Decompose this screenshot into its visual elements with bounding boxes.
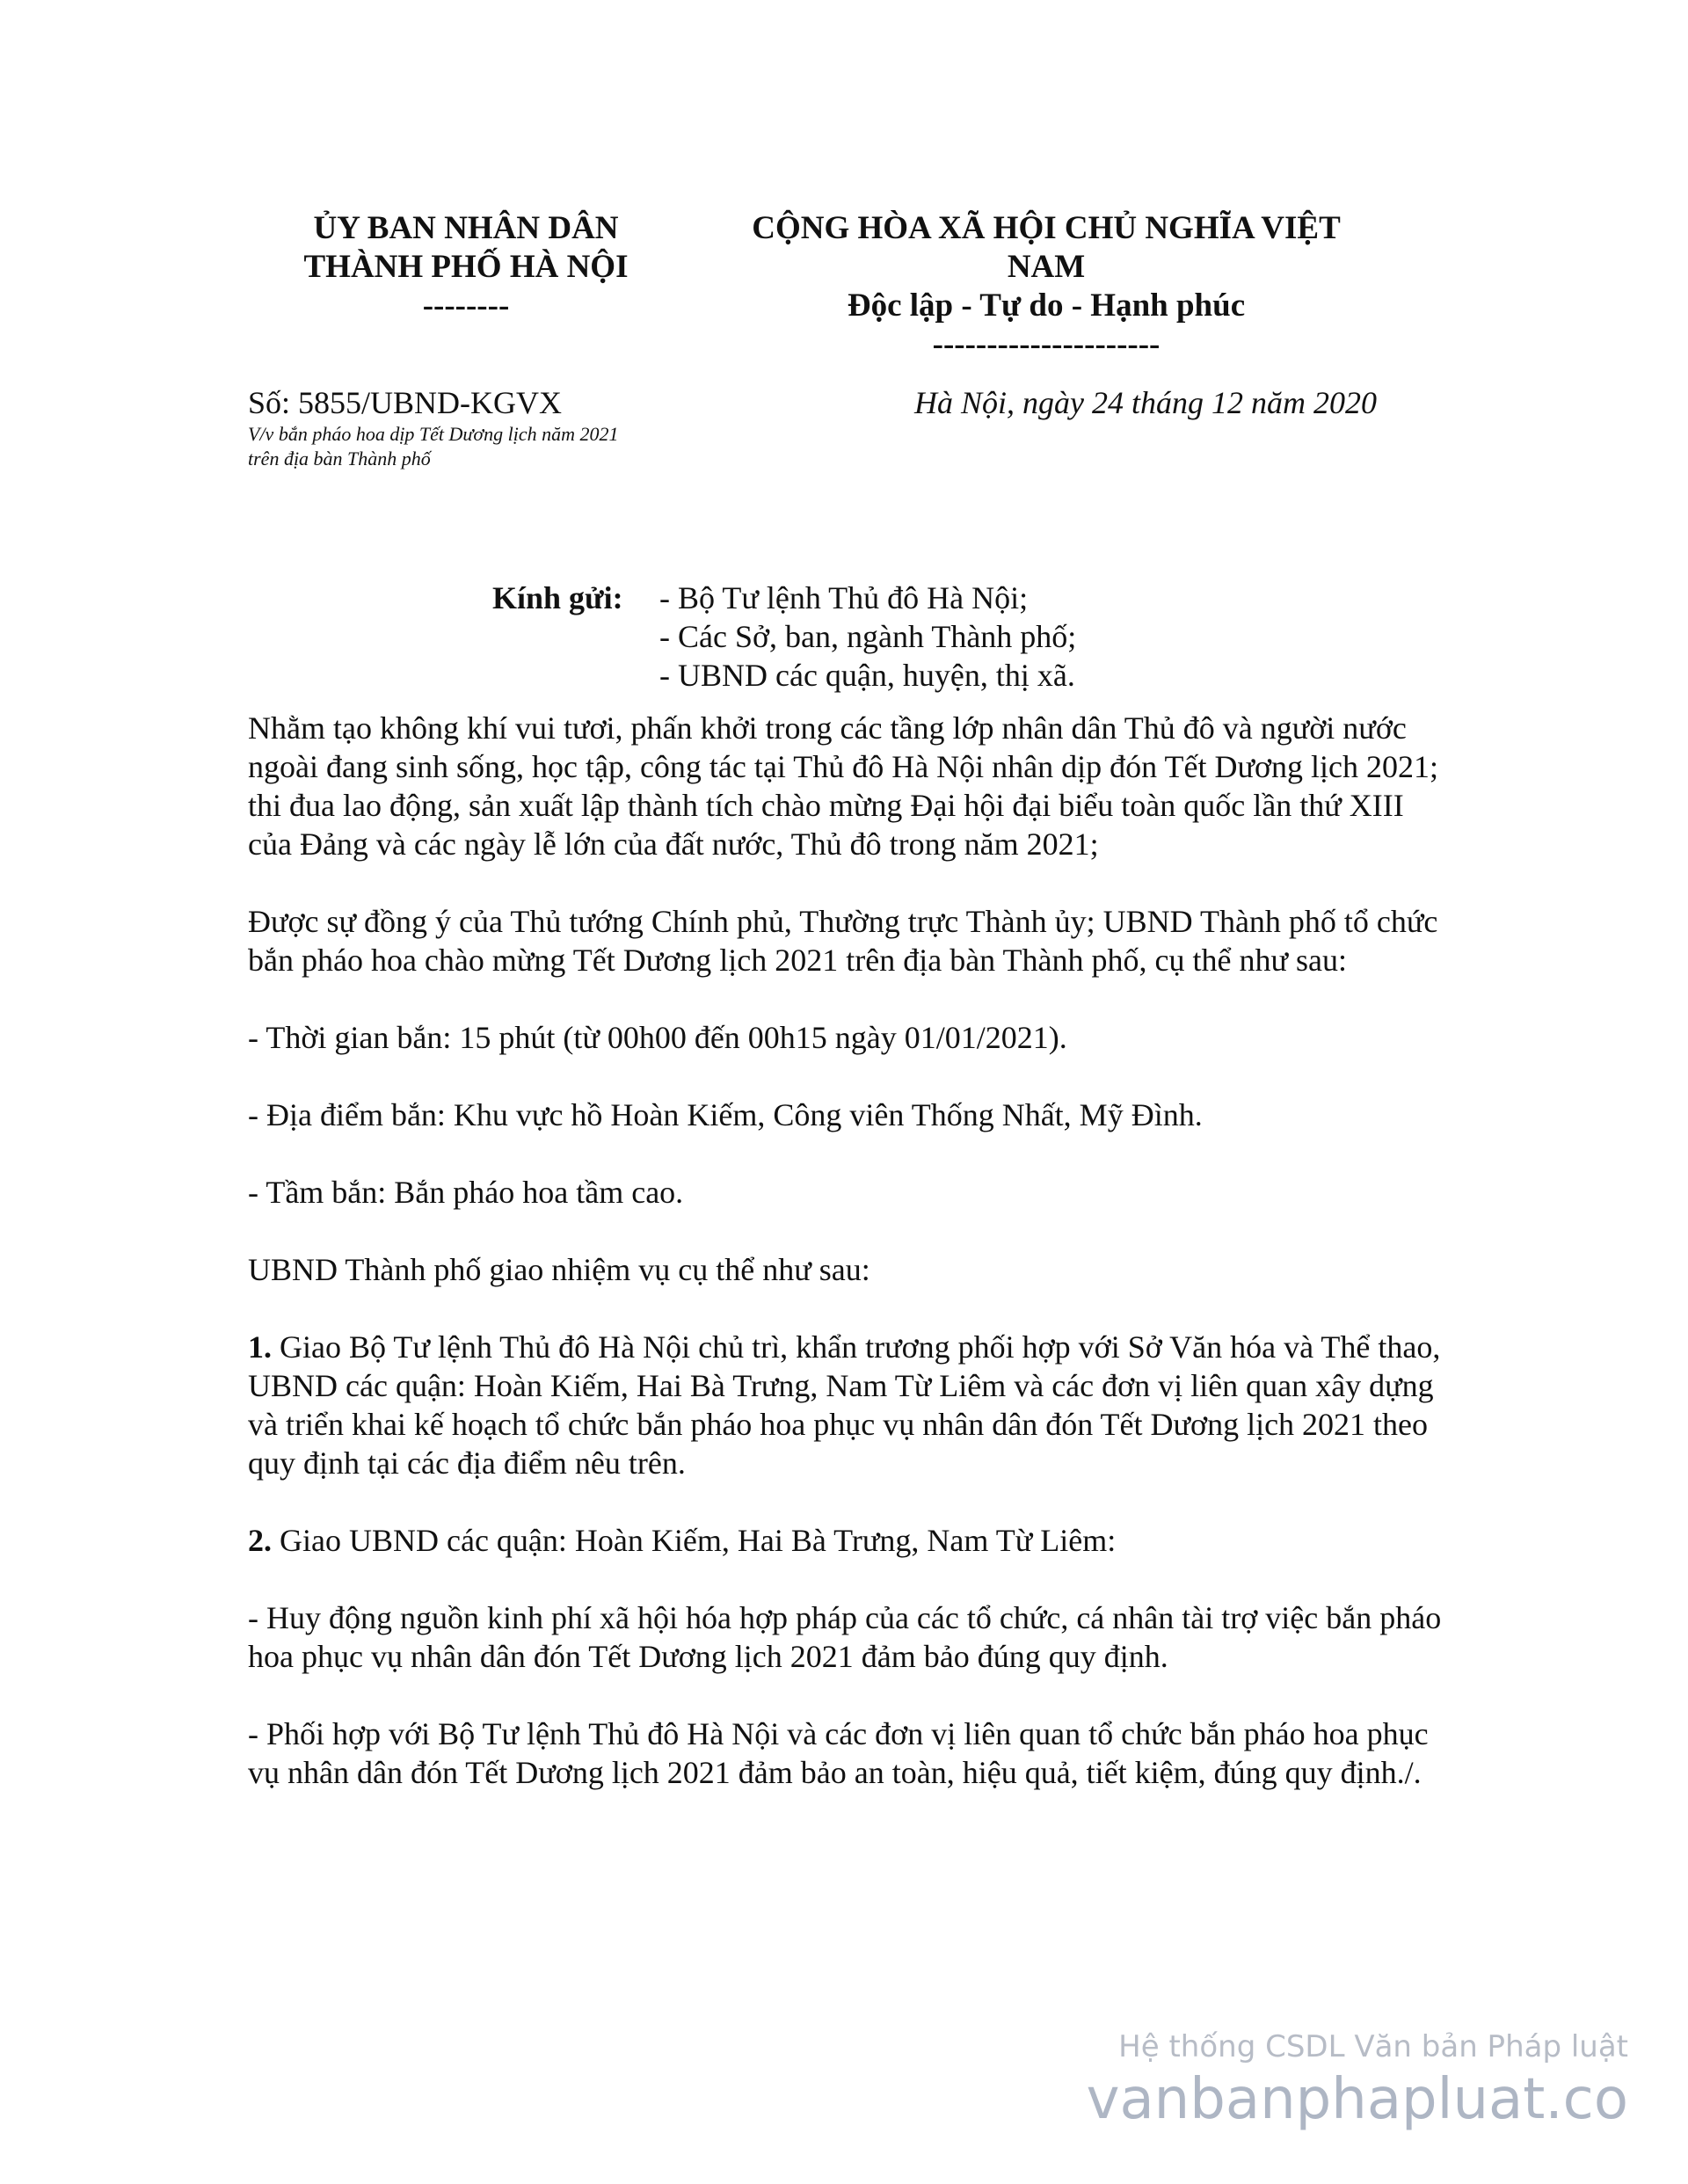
body-paragraph: - Phối hợp với Bộ Tư lệnh Thủ đô Hà Nội và các đơn vị liên quan tổ chức bắn pháo hoa phục vụ nhân dân đón Tết Dương lịch 2021 đảm bảo an toàn, hiệu quả, tiết kiệm, đúng quy định./. [248,1716,1429,1790]
recipient-item: - Bộ Tư lệnh Thủ đô Hà Nội; [659,580,1029,615]
document-subject [248,422,705,471]
recipient-item: - UBND các quận, huyện, thị xã. [659,658,1075,693]
country-name-line-2: NAM [1007,249,1086,285]
recipients-list [659,579,1275,695]
item-number: 1. [248,1329,272,1365]
body-paragraph: - Tầm bắn: Bắn pháo hoa tầm cao. [248,1175,684,1210]
country-name-line-1: CỘNG HÒA XÃ HỘI CHỦ NGHĨA VIỆT [752,210,1341,246]
item-text: Giao UBND các quận: Hoàn Kiếm, Hai Bà Trưng, Nam Từ Liêm: [272,1523,1117,1558]
motto: Độc lập - Tự do - Hạnh phúc [847,288,1246,324]
watermark-line-2: vanbanphapluat.co [1086,2067,1628,2132]
watermark-line-1: Hệ thống CSDL Văn bản Pháp luật [1118,2029,1628,2064]
recipient-item: - Các Sở, ban, ngành Thành phố; [659,619,1077,654]
body-paragraph [248,1521,1444,1560]
body-paragraph: - Địa điểm bắn: Khu vực hồ Hoàn Kiếm, Công viên Thống Nhất, Mỹ Đình. [248,1097,1203,1132]
authority-line-2: THÀNH PHỐ HÀ NỘI [303,249,629,285]
body-paragraph: Được sự đồng ý của Thủ tướng Chính phủ, Thường trực Thành ủy; UBND Thành phố tổ chức bắn pháo hoa chào mừng Tết Dương lịch 2021 trên địa bàn Thành phố, cụ thể như sau: [248,904,1438,978]
subject-line-1: V/v bắn pháo hoa dịp Tết Dương lịch năm 2021 [248,423,619,445]
document-number: Số: 5855/UBND-KGVX [248,385,563,420]
body-paragraph: - Huy động nguồn kinh phí xã hội hóa hợp pháp của các tổ chức, cá nhân tài trợ việc bắn pháo hoa phục vụ nhân dân đón Tết Dương lịch 2021 đảm bảo đúng quy định. [248,1600,1442,1674]
subject-line-2: trên địa bàn Thành phố [248,448,431,470]
document-body [248,709,1444,1831]
issuing-authority [264,209,668,325]
recipients-label: Kính gửi: [492,580,623,615]
authority-divider: -------- [422,288,510,324]
item-number: 2. [248,1523,272,1558]
body-paragraph [248,1328,1444,1482]
body-paragraph: Nhằm tạo không khí vui tươi, phấn khởi trong các tầng lớp nhân dân Thủ đô và người nước ngoài đang sinh sống, học tập, công tác tại Thủ đô Hà Nội nhân dịp đón Tết Dương lịch 2021; thi đua lao động, sản xuất lập thành tích chào mừng Đại hội đại biểu toàn quốc lần thứ XIII của Đảng và các ngày lễ lớn của đất nước, Thủ đô trong năm 2021; [248,710,1439,862]
site-watermark [1087,2027,1628,2133]
authority-line-1: ỦY BAN NHÂN DÂN [313,210,619,246]
motto-divider: --------------------- [932,326,1160,362]
place-and-date: Hà Nội, ngày 24 tháng 12 năm 2020 [914,385,1377,420]
body-paragraph: UBND Thành phố giao nhiệm vụ cụ thể như sau: [248,1252,870,1287]
national-motto [721,209,1372,364]
body-paragraph: - Thời gian bắn: 15 phút (từ 00h00 đến 00h15 ngày 01/01/2021). [248,1020,1067,1055]
item-text: Giao Bộ Tư lệnh Thủ đô Hà Nội chủ trì, khẩn trương phối hợp với Sở Văn hóa và Thể thao, UBND các quận: Hoàn Kiếm, Hai Bà Trưng, Nam Từ Liêm và các đơn vị liên quan xây dựng và triển khai kế hoạch tổ chức bắn pháo hoa phục vụ nhân dân đón Tết Dương lịch 2021 theo quy định tại các địa điểm nêu trên. [248,1329,1441,1481]
